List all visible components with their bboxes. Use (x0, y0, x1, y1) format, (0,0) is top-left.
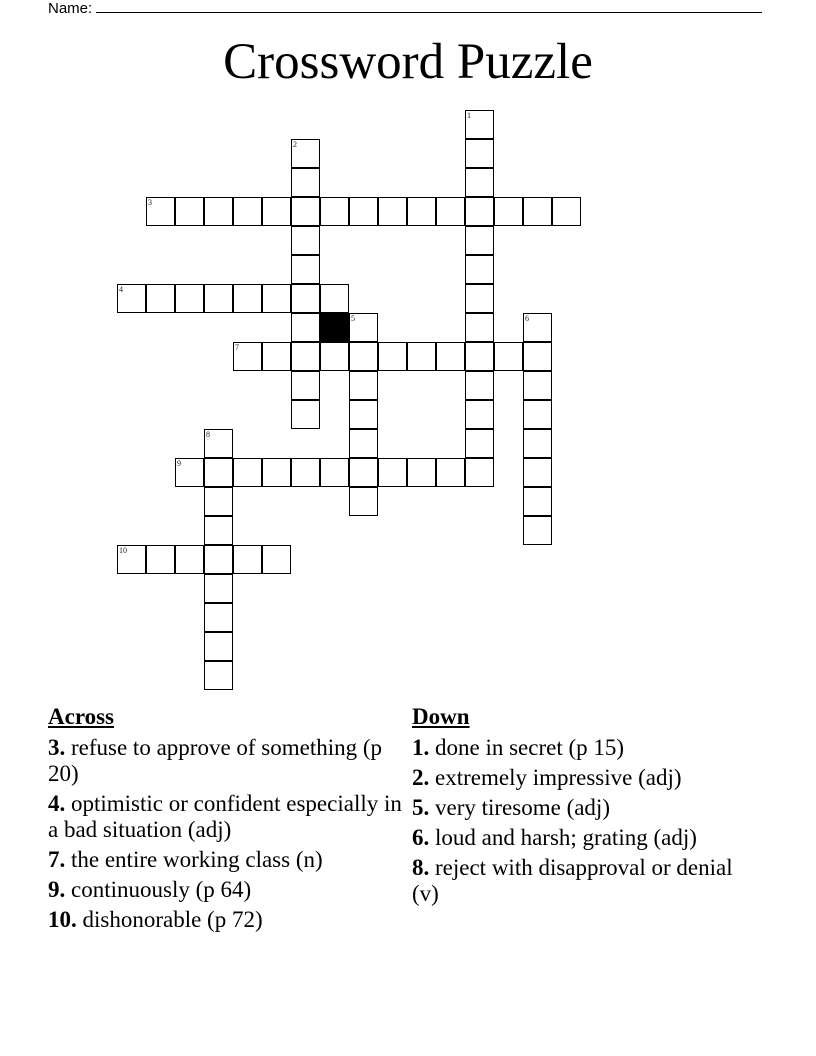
grid-cell[interactable] (291, 400, 320, 429)
grid-cell[interactable] (523, 313, 552, 342)
grid-cell[interactable] (349, 429, 378, 458)
grid-cell[interactable] (204, 603, 233, 632)
grid-cell[interactable] (465, 458, 494, 487)
grid-cell[interactable] (204, 545, 233, 574)
black-cell (320, 313, 349, 342)
grid-cell[interactable] (465, 168, 494, 197)
grid-cell[interactable] (291, 342, 320, 371)
grid-cell[interactable] (407, 342, 436, 371)
clue-number: 6 (525, 314, 529, 323)
grid-cell[interactable] (465, 110, 494, 139)
grid-cell[interactable] (262, 284, 291, 313)
grid-cell[interactable] (291, 458, 320, 487)
clue-number: 7 (235, 343, 239, 352)
grid-cell[interactable] (523, 400, 552, 429)
clue-number: 10 (119, 546, 127, 555)
grid-cell[interactable] (523, 516, 552, 545)
grid-cell[interactable] (465, 371, 494, 400)
grid-cell[interactable] (204, 429, 233, 458)
name-label: Name: (48, 0, 93, 17)
grid-cell[interactable] (349, 342, 378, 371)
grid-cell[interactable] (233, 458, 262, 487)
clue-number: 8 (206, 430, 210, 439)
grid-cell[interactable] (204, 458, 233, 487)
page-title: Crossword Puzzle (223, 34, 593, 90)
grid-cell[interactable] (407, 197, 436, 226)
grid-cell[interactable] (233, 342, 262, 371)
grid-cell[interactable] (262, 458, 291, 487)
grid-cell[interactable] (175, 197, 204, 226)
grid-cell[interactable] (175, 545, 204, 574)
grid-cell[interactable] (465, 284, 494, 313)
grid-cell[interactable] (291, 197, 320, 226)
grid-cell[interactable] (204, 197, 233, 226)
clue-down-8: 8. reject with disapproval or denial (v) (412, 855, 733, 906)
grid-cell[interactable] (465, 313, 494, 342)
grid-cell[interactable] (291, 255, 320, 284)
grid-cell[interactable] (523, 371, 552, 400)
grid-cell[interactable] (233, 284, 262, 313)
grid-cell[interactable] (320, 458, 349, 487)
grid-cell[interactable] (436, 197, 465, 226)
clue-across-7: 7. the entire working class (n) (48, 847, 323, 872)
grid-cell[interactable] (117, 545, 146, 574)
grid-cell[interactable] (291, 284, 320, 313)
grid-cell[interactable] (523, 458, 552, 487)
grid-cell[interactable] (465, 400, 494, 429)
grid-cell[interactable] (117, 284, 146, 313)
down-heading: Down (412, 704, 470, 729)
grid-cell[interactable] (291, 139, 320, 168)
clue-number: 5 (351, 314, 355, 323)
grid-cell[interactable] (465, 342, 494, 371)
grid-cell[interactable] (262, 197, 291, 226)
grid-cell[interactable] (407, 458, 436, 487)
grid-cell[interactable] (262, 545, 291, 574)
grid-cell[interactable] (204, 516, 233, 545)
grid-cell[interactable] (204, 661, 233, 690)
grid-cell[interactable] (320, 342, 349, 371)
clue-across-3: 3. refuse to approve of something (p 20) (48, 735, 383, 786)
grid-cell[interactable] (320, 284, 349, 313)
clue-number: 1 (467, 111, 471, 120)
grid-cell[interactable] (494, 342, 523, 371)
clue-number: 3 (148, 198, 152, 207)
grid-cell[interactable] (146, 197, 175, 226)
grid-cell[interactable] (291, 371, 320, 400)
clue-number: 9 (177, 459, 181, 468)
clue-down-6: 6. loud and harsh; grating (adj) (412, 825, 697, 850)
grid-cell[interactable] (378, 342, 407, 371)
grid-cell[interactable] (349, 197, 378, 226)
grid-cell[interactable] (465, 197, 494, 226)
grid-cell[interactable] (349, 313, 378, 342)
grid-cell[interactable] (465, 226, 494, 255)
grid-cell[interactable] (320, 197, 349, 226)
grid-cell[interactable] (204, 284, 233, 313)
grid-cell[interactable] (552, 197, 581, 226)
down-clues (412, 703, 742, 911)
clue-down-2: 2. extremely impressive (adj) (412, 765, 682, 790)
clue-number: 2 (293, 140, 297, 149)
grid-cell[interactable] (291, 226, 320, 255)
grid-cell[interactable] (233, 197, 262, 226)
grid-cell[interactable] (349, 458, 378, 487)
grid-cell[interactable] (291, 168, 320, 197)
grid-cell[interactable] (436, 342, 465, 371)
grid-cell[interactable] (523, 197, 552, 226)
clue-number: 4 (119, 285, 123, 294)
grid-cell[interactable] (465, 255, 494, 284)
grid-cell[interactable] (349, 400, 378, 429)
clue-down-5: 5. very tiresome (adj) (412, 795, 610, 820)
grid-cell[interactable] (204, 487, 233, 516)
clue-down-1: 1. done in secret (p 15) (412, 735, 625, 760)
grid-cell[interactable] (523, 487, 552, 516)
grid-cell[interactable] (291, 313, 320, 342)
grid-cell[interactable] (204, 632, 233, 661)
grid-cell[interactable] (262, 342, 291, 371)
clue-across-9: 9. continuously (p 64) (48, 877, 252, 902)
grid-cell[interactable] (146, 284, 175, 313)
grid-cell[interactable] (233, 545, 262, 574)
grid-cell[interactable] (523, 429, 552, 458)
across-clues (48, 703, 408, 937)
across-heading: Across (48, 704, 115, 729)
clue-across-10: 10. dishonorable (p 72) (48, 907, 263, 932)
grid-cell[interactable] (175, 458, 204, 487)
grid-cell[interactable] (349, 487, 378, 516)
grid-cell[interactable] (378, 197, 407, 226)
grid-cell[interactable] (349, 371, 378, 400)
grid-cell[interactable] (523, 342, 552, 371)
grid-cell[interactable] (436, 458, 465, 487)
grid-cell[interactable] (146, 545, 175, 574)
grid-cell[interactable] (465, 139, 494, 168)
grid-cell[interactable] (494, 197, 523, 226)
grid-cell[interactable] (465, 429, 494, 458)
clue-across-4: 4. optimistic or confident especially in a bad situation (adj) (48, 791, 402, 842)
grid-cell[interactable] (204, 574, 233, 603)
grid-cell[interactable] (175, 284, 204, 313)
grid-cell[interactable] (378, 458, 407, 487)
